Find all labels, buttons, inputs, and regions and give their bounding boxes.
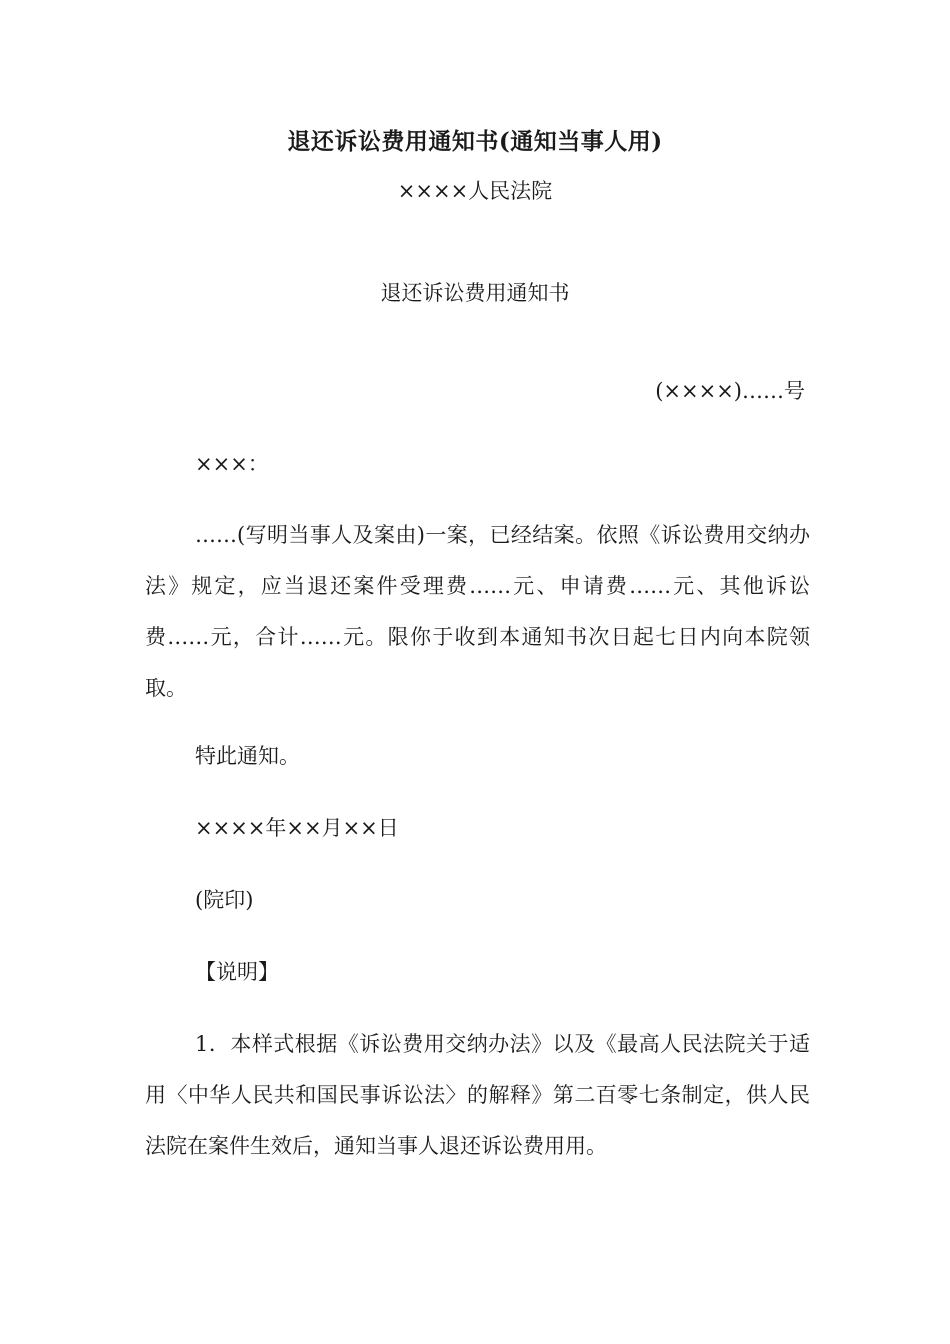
document-title: 退还诉讼费用通知书(通知当事人用) [287, 128, 663, 155]
main-paragraph: ……(写明当事人及案由)一案，已经结案。依照《诉讼费用交纳办法》规定，应当退还案件受理费……元、申请费……元、其他诉讼费……元，合计……元。限你于收到本通知书次日起七日内向本院领取。 [145, 523, 810, 700]
explanation-item: 1．本样式根据《诉讼费用交纳办法》以及《最高人民法院关于适用〈中华人民共和国民事诉讼法〉的解释》第二百零七条制定，供人民法院在案件生效后，通知当事人退还诉讼费用用。 [145, 1032, 810, 1158]
explanation-heading: 【说明】 [195, 960, 279, 984]
addressee: ×××： [195, 452, 269, 476]
court-name: ××××人民法院 [397, 179, 553, 203]
closing-text: 特此通知。 [195, 744, 300, 768]
issue-date: ××××年××月××日 [195, 816, 399, 840]
notice-title: 退还诉讼费用通知书 [380, 281, 570, 305]
case-number: (××××)……号 [655, 379, 805, 403]
court-seal-placeholder: (院印) [195, 888, 254, 912]
